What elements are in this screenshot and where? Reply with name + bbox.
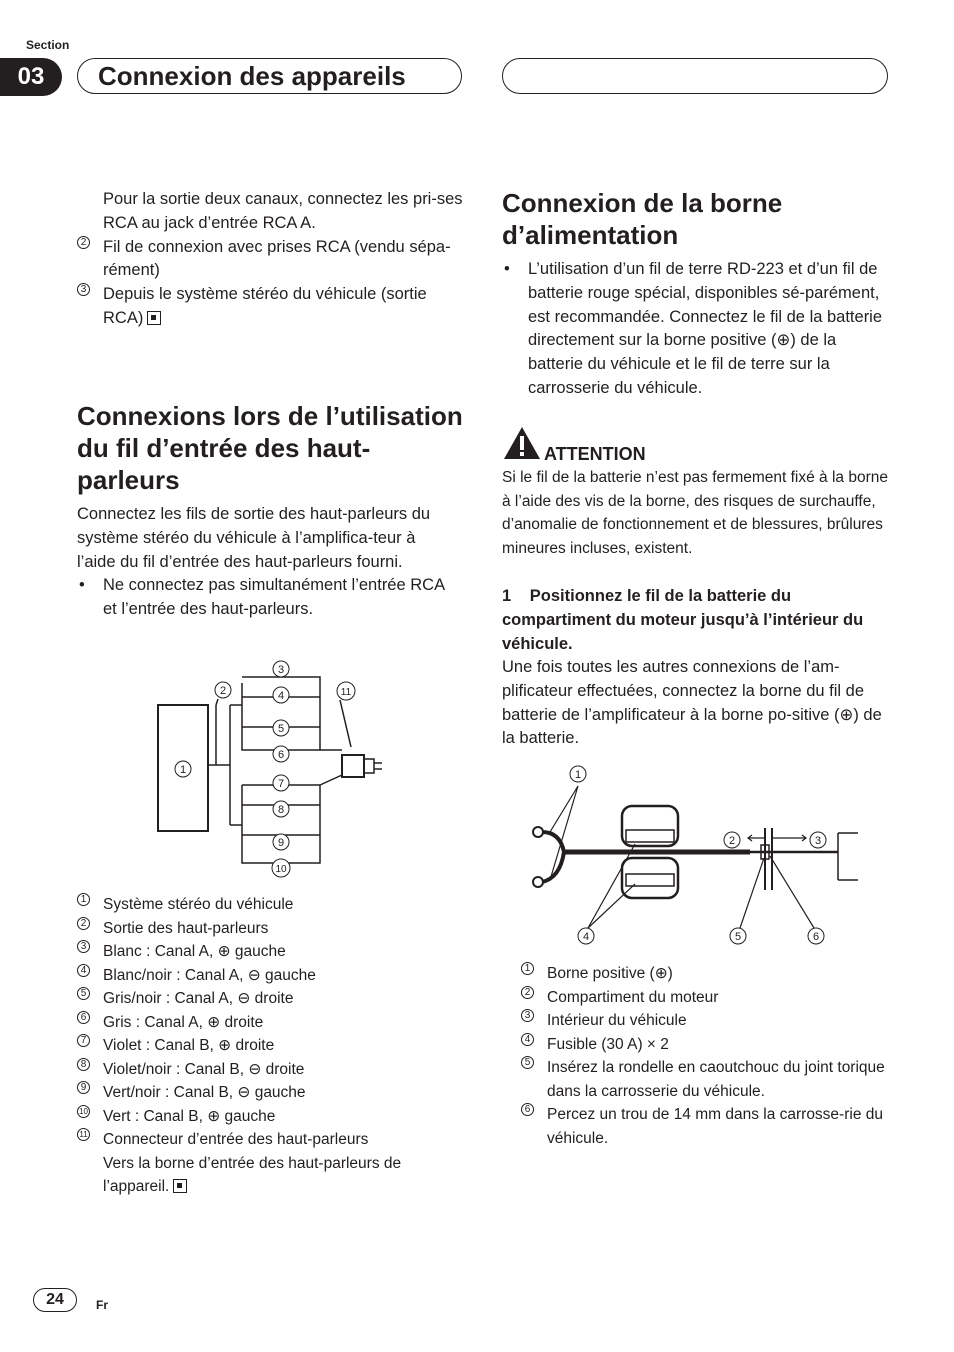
page-number: 24 [33,1288,77,1312]
diagram-label: 5 [277,723,285,735]
legend-text: Gris/noir : Canal A, ⊖ droite [103,990,294,1007]
intro-indent-text: Pour la sortie deux canaux, connectez les pri-ses RCA au jack d’entrée RCA A. [103,190,463,232]
legend-marker: 7 [77,1034,90,1047]
diagram-label: 8 [277,804,285,816]
legend-item [521,986,885,1010]
diagram-label: 2 [728,835,736,847]
legend-item [77,893,467,917]
intro-item [77,283,467,331]
legend-text: Blanc/noir : Canal A, ⊖ gauche [103,966,316,984]
speaker-legend [77,893,467,1199]
diagram-label: 6 [277,749,285,761]
step-number: 1 [502,587,512,605]
bullet-item [502,258,890,401]
diagram-label: 11 [340,687,352,698]
battery-legend [521,962,885,1150]
diagram-label: 7 [277,778,285,790]
legend-item [77,987,467,1011]
legend-text: Insérez la rondelle en caoutchouc du joint torique dans la carrosserie du véhicule. [547,1059,885,1100]
end-mark-icon [147,311,161,325]
power-bullet-block [502,258,890,401]
attention-text: Si le fil de la batterie n’est pas fermement fixé à la borne à l’aide des vis de la borne, des risques de surchauffe, d’anomalie de fonctionnement et de blessures, brûlures mineures incluses, existent. [502,469,888,557]
warning-icon [502,425,542,461]
header-empty-pill [502,58,888,94]
legend-marker: 1 [521,962,534,975]
language-code: Fr [96,1298,108,1312]
legend-marker: 8 [77,1058,90,1071]
legend-marker: 4 [77,964,90,977]
item-marker: 2 [77,236,90,249]
legend-continuation-text: l’appareil. [103,1178,170,1195]
speaker-input-diagram [150,655,395,885]
legend-marker: 11 [77,1128,90,1141]
diagram-label: 1 [179,764,187,776]
legend-marker: 5 [77,987,90,1000]
end-mark-icon [173,1179,187,1193]
legend-item [77,1105,467,1129]
item-text: Depuis le système stéréo du véhicule (sortie RCA) [103,285,427,327]
diagram-label: 9 [277,837,285,849]
legend-text: Système stéréo du véhicule [103,896,294,913]
legend-marker: 4 [521,1033,534,1046]
legend-item [77,1081,467,1105]
legend-text: Violet : Canal B, ⊕ droite [103,1037,275,1054]
diagram-label: 2 [219,685,227,697]
battery-wiring-diagram [520,760,870,950]
legend-text: Vert/noir : Canal B, ⊖ gauche [103,1084,306,1101]
legend-text: Intérieur du véhicule [547,1012,687,1029]
legend-marker: 2 [521,986,534,999]
speaker-input-body [77,503,457,622]
legend-marker: 3 [77,940,90,953]
page-title: Connexion des appareils [77,58,462,94]
diagram-label: 1 [574,769,582,781]
speaker-input-paragraph: Connectez les fils de sortie des haut-parleurs du système stéréo du véhicule à l’amplifica-teur à l’aide du fil d’entrée des haut-parleurs fourni. [77,505,431,571]
intro-item [77,236,467,284]
diagram-label: 4 [582,931,590,943]
diagram-label: 4 [277,690,285,702]
diagram-label: 5 [734,931,742,943]
legend-marker: 1 [77,893,90,906]
legend-text: Blanc : Canal A, ⊕ gauche [103,943,286,960]
legend-item [77,940,467,964]
legend-item [521,1033,885,1057]
legend-continuation-end [77,1175,467,1199]
power-terminal-heading: Connexion de la borne d’alimentation [502,188,783,250]
section-label: Section [26,38,70,52]
item-marker: 3 [77,283,90,296]
legend-item [77,917,467,941]
diagram-label: 10 [275,864,287,875]
legend-marker: 2 [77,917,90,930]
diagram-label: 3 [814,835,822,847]
legend-marker: 9 [77,1081,90,1094]
legend-item [521,1103,885,1150]
bullet-marker: • [79,576,85,595]
legend-marker: 6 [521,1103,534,1116]
legend-text: Borne positive (⊕) [547,965,673,982]
bullet-text: Ne connectez pas simultanément l’entrée RCA et l’entrée des haut-parleurs. [103,576,445,619]
left-intro [77,188,467,331]
bullet-item [77,574,457,622]
legend-item [77,1128,467,1152]
legend-item [521,962,885,986]
speaker-input-heading: Connexions lors de l’utilisation du fil d’entrée des haut-parleurs [77,401,463,495]
step-text: Une fois toutes les autres connexions de l’am-plificateur effectuées, connectez la borne du fil de batterie de l’amplificateur à la borne po-sitive (⊕) de la batterie. [502,658,882,748]
bullet-marker: • [504,260,510,278]
legend-item [77,964,467,988]
legend-text: Percez un trou de 14 mm dans la carrosse-rie du véhicule. [547,1106,883,1147]
legend-marker: 3 [521,1009,534,1022]
legend-text: Fusible (30 A) × 2 [547,1035,669,1053]
legend-item [521,1009,885,1033]
item-text: Fil de connexion avec prises RCA (vendu sépa-rément) [103,237,451,280]
legend-item [77,1011,467,1035]
legend-text: Gris : Canal A, ⊕ droite [103,1013,264,1031]
legend-text: Violet/noir : Canal B, ⊖ droite [103,1060,305,1078]
step-heading [502,584,892,656]
legend-text: Connecteur d’entrée des haut-parleurs [103,1131,369,1148]
legend-text: Sortie des haut-parleurs [103,919,269,937]
bullet-text: L’utilisation d’un fil de terre RD-223 et d’un fil de batterie rouge spécial, disponibles sé-parément, est recommandée. Connectez le fil de la batterie directement sur la borne positive (⊕) de la batterie du véhicule et le fil de terre sur la carrosserie du véhicule. [528,260,883,397]
step-title: Positionnez le fil de la batterie du compartiment du moteur jusqu’à l’intérieur du véhicule. [502,587,864,653]
attention-title: ATTENTION [544,444,646,464]
legend-text: Compartiment du moteur [547,988,719,1006]
legend-marker: 6 [77,1011,90,1024]
legend-text: Vert : Canal B, ⊕ gauche [103,1107,276,1125]
legend-item [77,1058,467,1082]
legend-marker: 10 [77,1105,90,1118]
legend-item [77,1034,467,1058]
legend-continuation: Vers la borne d’entrée des haut-parleurs de [103,1154,402,1172]
legend-item [521,1056,885,1103]
legend-marker: 5 [521,1056,534,1069]
diagram-label: 6 [812,931,820,943]
diagram-label: 3 [277,664,285,676]
section-number-badge: 03 [0,58,62,96]
